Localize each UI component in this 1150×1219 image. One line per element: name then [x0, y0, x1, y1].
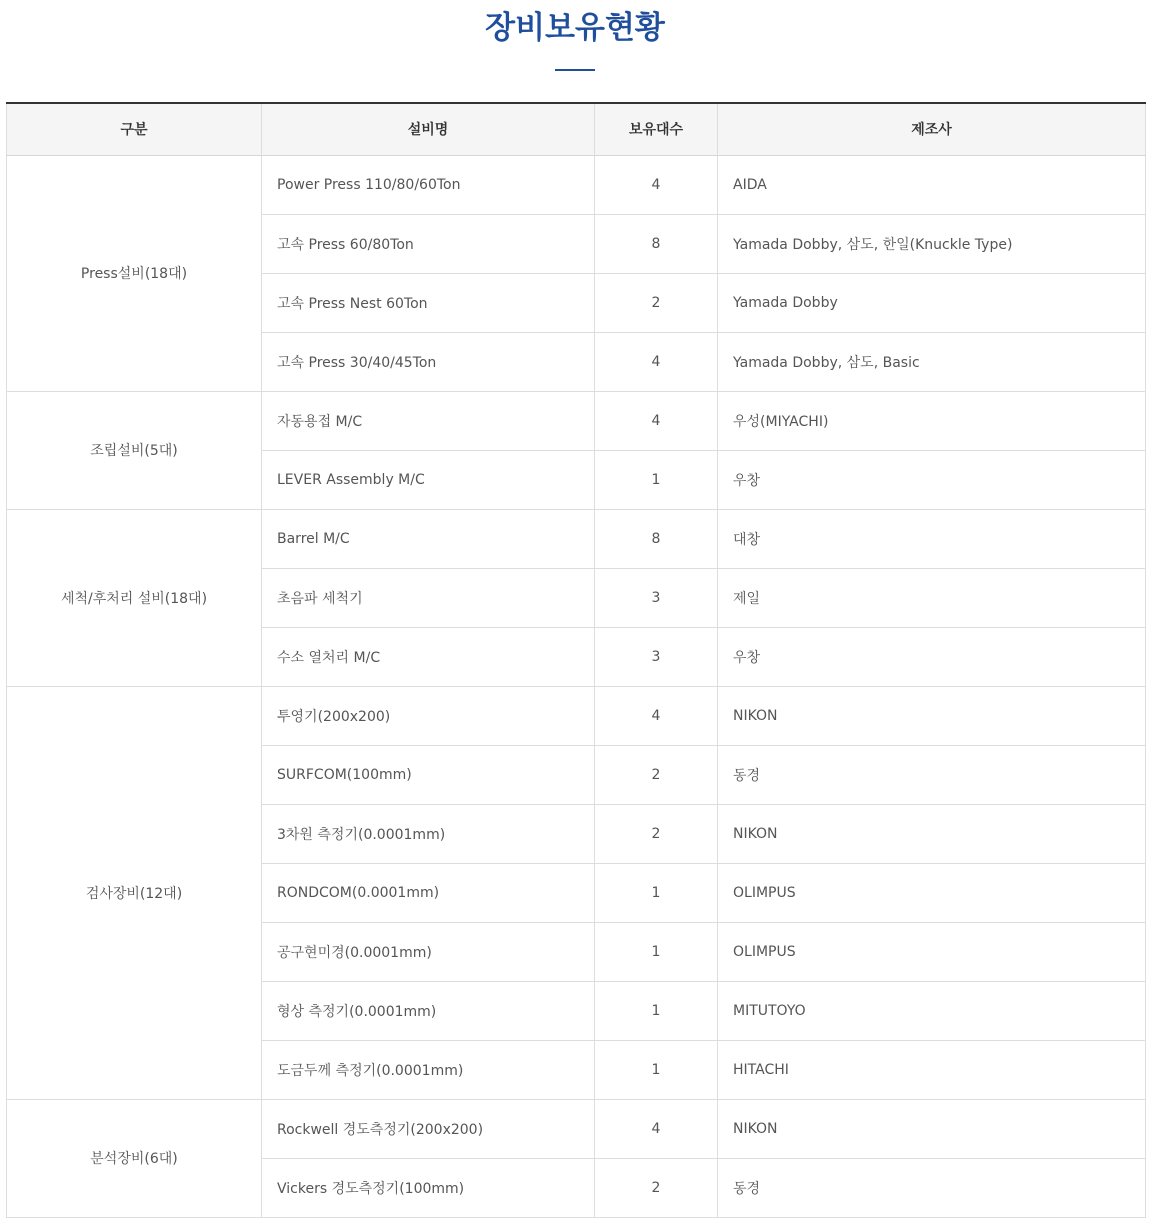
equipment-qty: 2	[595, 1158, 718, 1217]
equipment-name: Vickers 경도측정기(100mm)	[262, 1158, 595, 1217]
equipment-maker: 대창	[718, 509, 1146, 568]
equipment-qty: 1	[595, 1040, 718, 1099]
equipment-name: SURFCOM(100mm)	[262, 745, 595, 804]
equipment-name: 공구현미경(0.0001mm)	[262, 922, 595, 981]
table-row	[7, 155, 1146, 214]
equipment-maker: MITUTOYO	[718, 981, 1146, 1040]
equipment-maker: 제일	[718, 568, 1146, 627]
equipment-qty: 4	[595, 155, 718, 214]
table-row	[7, 1099, 1146, 1158]
equipment-name: 3차원 측정기(0.0001mm)	[262, 804, 595, 863]
table-header-row	[7, 103, 1146, 155]
title-underline	[555, 69, 595, 71]
equipment-name: 자동용접 M/C	[262, 391, 595, 450]
equipment-name: 형상 측정기(0.0001mm)	[262, 981, 595, 1040]
equipment-maker: HITACHI	[718, 1040, 1146, 1099]
equipment-maker: 우성(MIYACHI)	[718, 391, 1146, 450]
equipment-maker: OLIMPUS	[718, 922, 1146, 981]
header-category: 구분	[7, 103, 262, 155]
equipment-name: 도금두께 측정기(0.0001mm)	[262, 1040, 595, 1099]
equipment-name: 고속 Press Nest 60Ton	[262, 273, 595, 332]
equipment-name: RONDCOM(0.0001mm)	[262, 863, 595, 922]
category-cell: 조립설비(5대)	[7, 391, 262, 509]
equipment-qty: 1	[595, 863, 718, 922]
equipment-qty: 2	[595, 745, 718, 804]
equipment-qty: 2	[595, 273, 718, 332]
page-title: 장비보유현황	[485, 10, 665, 46]
equipment-maker: 동경	[718, 1158, 1146, 1217]
equipment-maker: NIKON	[718, 804, 1146, 863]
table-row	[7, 391, 1146, 450]
category-cell: 세척/후처리 설비(18대)	[7, 509, 262, 686]
equipment-maker: NIKON	[718, 686, 1146, 745]
equipment-maker: AIDA	[718, 155, 1146, 214]
equipment-qty: 3	[595, 568, 718, 627]
equipment-qty: 1	[595, 922, 718, 981]
equipment-maker: OLIMPUS	[718, 863, 1146, 922]
equipment-name: 투영기(200x200)	[262, 686, 595, 745]
equipment-table	[6, 102, 1146, 1218]
equipment-qty: 3	[595, 627, 718, 686]
equipment-maker: 우창	[718, 627, 1146, 686]
equipment-name: Power Press 110/80/60Ton	[262, 155, 595, 214]
equipment-qty: 4	[595, 686, 718, 745]
equipment-qty: 2	[595, 804, 718, 863]
equipment-name: 수소 열처리 M/C	[262, 627, 595, 686]
header-name: 설비명	[262, 103, 595, 155]
equipment-qty: 4	[595, 1099, 718, 1158]
equipment-maker: Yamada Dobby, 삼도, 한일(Knuckle Type)	[718, 214, 1146, 273]
equipment-name: 고속 Press 60/80Ton	[262, 214, 595, 273]
equipment-qty: 4	[595, 332, 718, 391]
equipment-qty: 4	[595, 391, 718, 450]
equipment-qty: 8	[595, 509, 718, 568]
equipment-name: LEVER Assembly M/C	[262, 450, 595, 509]
equipment-name: Barrel M/C	[262, 509, 595, 568]
equipment-maker: 우창	[718, 450, 1146, 509]
equipment-qty: 8	[595, 214, 718, 273]
header-maker: 제조사	[718, 103, 1146, 155]
equipment-maker: Yamada Dobby, 삼도, Basic	[718, 332, 1146, 391]
category-cell: Press설비(18대)	[7, 155, 262, 391]
category-cell: 분석장비(6대)	[7, 1099, 262, 1217]
equipment-maker: Yamada Dobby	[718, 273, 1146, 332]
equipment-qty: 1	[595, 981, 718, 1040]
equipment-maker: 동경	[718, 745, 1146, 804]
category-cell: 검사장비(12대)	[7, 686, 262, 1099]
table-row	[7, 509, 1146, 568]
equipment-name: 고속 Press 30/40/45Ton	[262, 332, 595, 391]
equipment-name: Rockwell 경도측정기(200x200)	[262, 1099, 595, 1158]
equipment-name: 초음파 세척기	[262, 568, 595, 627]
table-row	[7, 686, 1146, 745]
header-qty: 보유대수	[595, 103, 718, 155]
equipment-qty: 1	[595, 450, 718, 509]
equipment-maker: NIKON	[718, 1099, 1146, 1158]
